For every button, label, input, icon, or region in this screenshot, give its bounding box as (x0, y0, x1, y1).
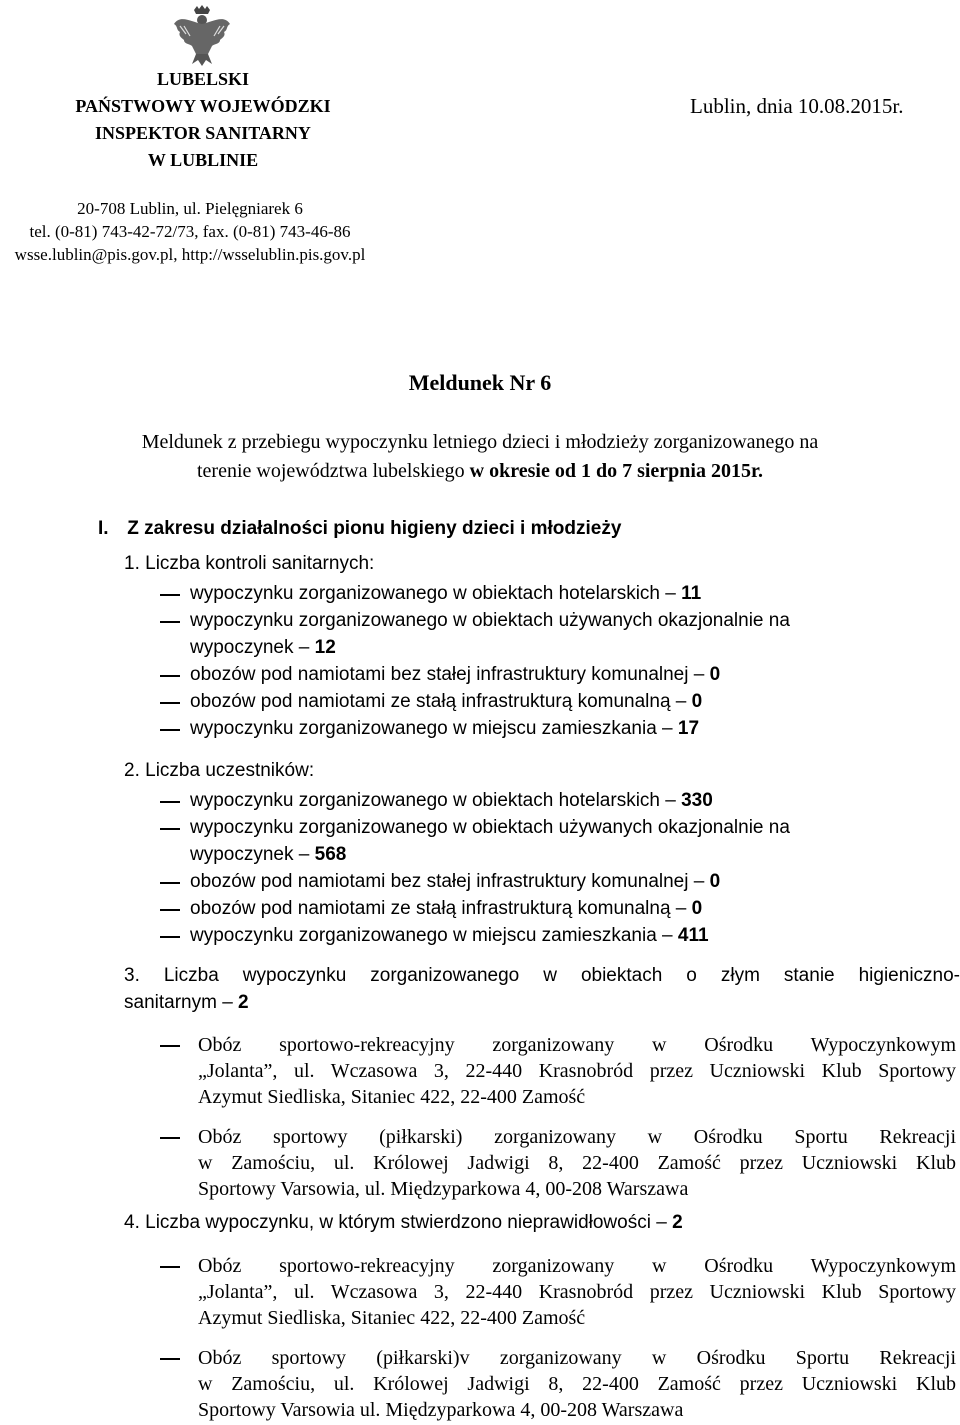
institution-line: W LUBLINIE (147, 150, 259, 170)
list-item (160, 661, 790, 688)
list-item-text: wypoczynku zorganizowanego w obiektach hotelarskich – (190, 790, 682, 811)
list-item (160, 922, 790, 949)
list-item-value: 0 (691, 898, 703, 919)
dash-bullet (160, 801, 180, 803)
item-3-value: 2 (238, 992, 249, 1013)
list-item-continuation (160, 634, 790, 661)
email-web-line: wsse.lublin@pis.gov.pl, http://wsselublin.pis.gov.pl (14, 245, 366, 264)
document-subtitle (100, 428, 860, 486)
institution-name (40, 66, 366, 174)
section-heading (98, 518, 621, 540)
list-item-text: wypoczynek – (190, 844, 315, 865)
phone-line: tel. (0-81) 743-42-72/73, fax. (0-81) 743-46-86 (29, 222, 351, 241)
list-item-value: 568 (314, 844, 347, 865)
institution-line: LUBELSKI (156, 69, 250, 89)
item-2-list (160, 787, 790, 949)
entry-line: Obóz sportowo-rekreacyjny zorganizowany w Ośrodku Wypoczynkowym (198, 1255, 956, 1277)
dash-bullet (160, 936, 180, 938)
item-3-label-line-2 (124, 989, 960, 1016)
entry-line: Azymut Siedliska, Sitaniec 422, 22-400 Zamość (198, 1086, 586, 1108)
list-item (160, 895, 790, 922)
list-item (160, 715, 790, 742)
list-item-value: 0 (709, 664, 721, 685)
list-item-text: obozów pod namiotami bez stałej infrastruktury komunalnej – (190, 664, 710, 685)
dash-bullet (160, 909, 180, 911)
subtitle-plain: terenie województwa lubelskiego (196, 460, 470, 482)
subtitle-period: w okresie od 1 do 7 sierpnia 2015r. (469, 460, 764, 482)
entry-line: Azymut Siedliska, Sitaniec 422, 22-400 Zamość (198, 1307, 586, 1329)
list-item (160, 580, 790, 607)
item-2-label: 2. Liczba uczestników: (124, 760, 315, 781)
entry-line: „Jolanta”, ul. Wczasowa 3, 22-440 Krasnobród przez Uczniowski Klub Sportowy (198, 1060, 956, 1082)
entry-line: w Zamościu, ul. Królowej Jadwigi 8, 22-400 Zamość przez Uczniowski Klub (198, 1152, 956, 1174)
list-item-text: wypoczynku zorganizowanego w miejscu zamieszkania – (190, 718, 678, 739)
entry-line: Obóz sportowo-rekreacyjny zorganizowany w Ośrodku Wypoczynkowym (198, 1034, 956, 1056)
list-item (160, 814, 790, 841)
list-item-text: wypoczynek – (190, 637, 315, 658)
entry-line: Sportowy Varsowia, ul. Międzyparkowa 4, 00-208 Warszawa (198, 1178, 689, 1200)
section-numeral: I. (98, 518, 109, 539)
list-item (160, 787, 790, 814)
list-item-text: wypoczynku zorganizowanego w obiektach używanych okazjonalnie na (190, 817, 790, 838)
item-1-list (160, 580, 790, 742)
item-3-label-text: sanitarnym – (124, 992, 239, 1013)
list-item-value: 11 (681, 583, 702, 604)
list-item (160, 868, 790, 895)
list-item-text: obozów pod namiotami bez stałej infrastruktury komunalnej – (190, 871, 710, 892)
item-1-label: 1. Liczba kontroli sanitarnych: (124, 553, 375, 574)
contact-block (0, 197, 380, 266)
dash-bullet (160, 675, 180, 677)
institution-line: PAŃSTWOWY WOJEWÓDZKI (75, 96, 331, 116)
dash-bullet (160, 621, 180, 623)
dash-bullet (160, 1045, 180, 1047)
list-item-value: 12 (314, 637, 336, 658)
list-item-value: 0 (691, 691, 703, 712)
item-4-label (124, 1212, 683, 1234)
list-item-text: wypoczynku zorganizowanego w miejscu zamieszkania – (190, 925, 678, 946)
subtitle-line-2 (100, 457, 860, 486)
list-item (160, 688, 790, 715)
subtitle-line: Meldunek z przebiegu wypoczynku letniego dzieci i młodzieży zorganizowanego na (141, 431, 819, 453)
institution-line: INSPEKTOR SANITARNY (95, 123, 311, 143)
dash-bullet (160, 882, 180, 884)
item-3-entry (160, 1032, 956, 1110)
document-title: Meldunek Nr 6 (408, 370, 552, 395)
dash-bullet (160, 1266, 180, 1268)
dash-bullet (160, 594, 180, 596)
document-date: Lublin, dnia 10.08.2015r. (690, 94, 904, 118)
eagle-emblem-icon (170, 4, 234, 68)
list-item-text: obozów pod namiotami ze stałą infrastrukturą komunalną – (190, 691, 692, 712)
item-3-label-line: 3. Liczba wypoczynku zorganizowanego w obiektach o złym stanie higieniczno- (124, 965, 960, 986)
item-4-entry (160, 1345, 956, 1423)
entry-line: Obóz sportowy (piłkarski) zorganizowany w Ośrodku Sportu Rekreacji (198, 1126, 956, 1148)
item-4-entry (160, 1253, 956, 1331)
dash-bullet (160, 1358, 180, 1360)
dash-bullet (160, 729, 180, 731)
item-4-label-text: 4. Liczba wypoczynku, w którym stwierdzono nieprawidłowości – (124, 1212, 673, 1233)
item-3-label (124, 962, 960, 1016)
list-item-value: 17 (677, 718, 700, 739)
list-item-value: 330 (681, 790, 713, 811)
section-title: Z zakresu działalności pionu higieny dzieci i młodzieży (127, 518, 622, 539)
entry-line: Obóz sportowy (piłkarski)v zorganizowany w Ośrodku Sportu Rekreacji (198, 1347, 956, 1369)
list-item-text: wypoczynku zorganizowanego w obiektach używanych okazjonalnie na (190, 610, 790, 631)
list-item-value: 411 (677, 925, 709, 946)
entry-line: Sportowy Varsowia ul. Międzyparkowa 4, 00-208 Warszawa (198, 1399, 684, 1421)
item-4-value: 2 (672, 1212, 683, 1233)
dash-bullet (160, 1137, 180, 1139)
dash-bullet (160, 828, 180, 830)
entry-line: w Zamościu, ul. Królowej Jadwigi 8, 22-400 Zamość przez Uczniowski Klub (198, 1373, 956, 1395)
list-item-continuation (160, 841, 790, 868)
list-item-value: 0 (709, 871, 721, 892)
dash-bullet (160, 702, 180, 704)
list-item-text: obozów pod namiotami ze stałą infrastrukturą komunalną – (190, 898, 692, 919)
list-item (160, 607, 790, 634)
list-item-text: wypoczynku zorganizowanego w obiektach hotelarskich – (190, 583, 682, 604)
address-line: 20-708 Lublin, ul. Pielęgniarek 6 (77, 199, 303, 218)
entry-line: „Jolanta”, ul. Wczasowa 3, 22-440 Krasnobród przez Uczniowski Klub Sportowy (198, 1281, 956, 1303)
item-3-entry (160, 1124, 956, 1202)
